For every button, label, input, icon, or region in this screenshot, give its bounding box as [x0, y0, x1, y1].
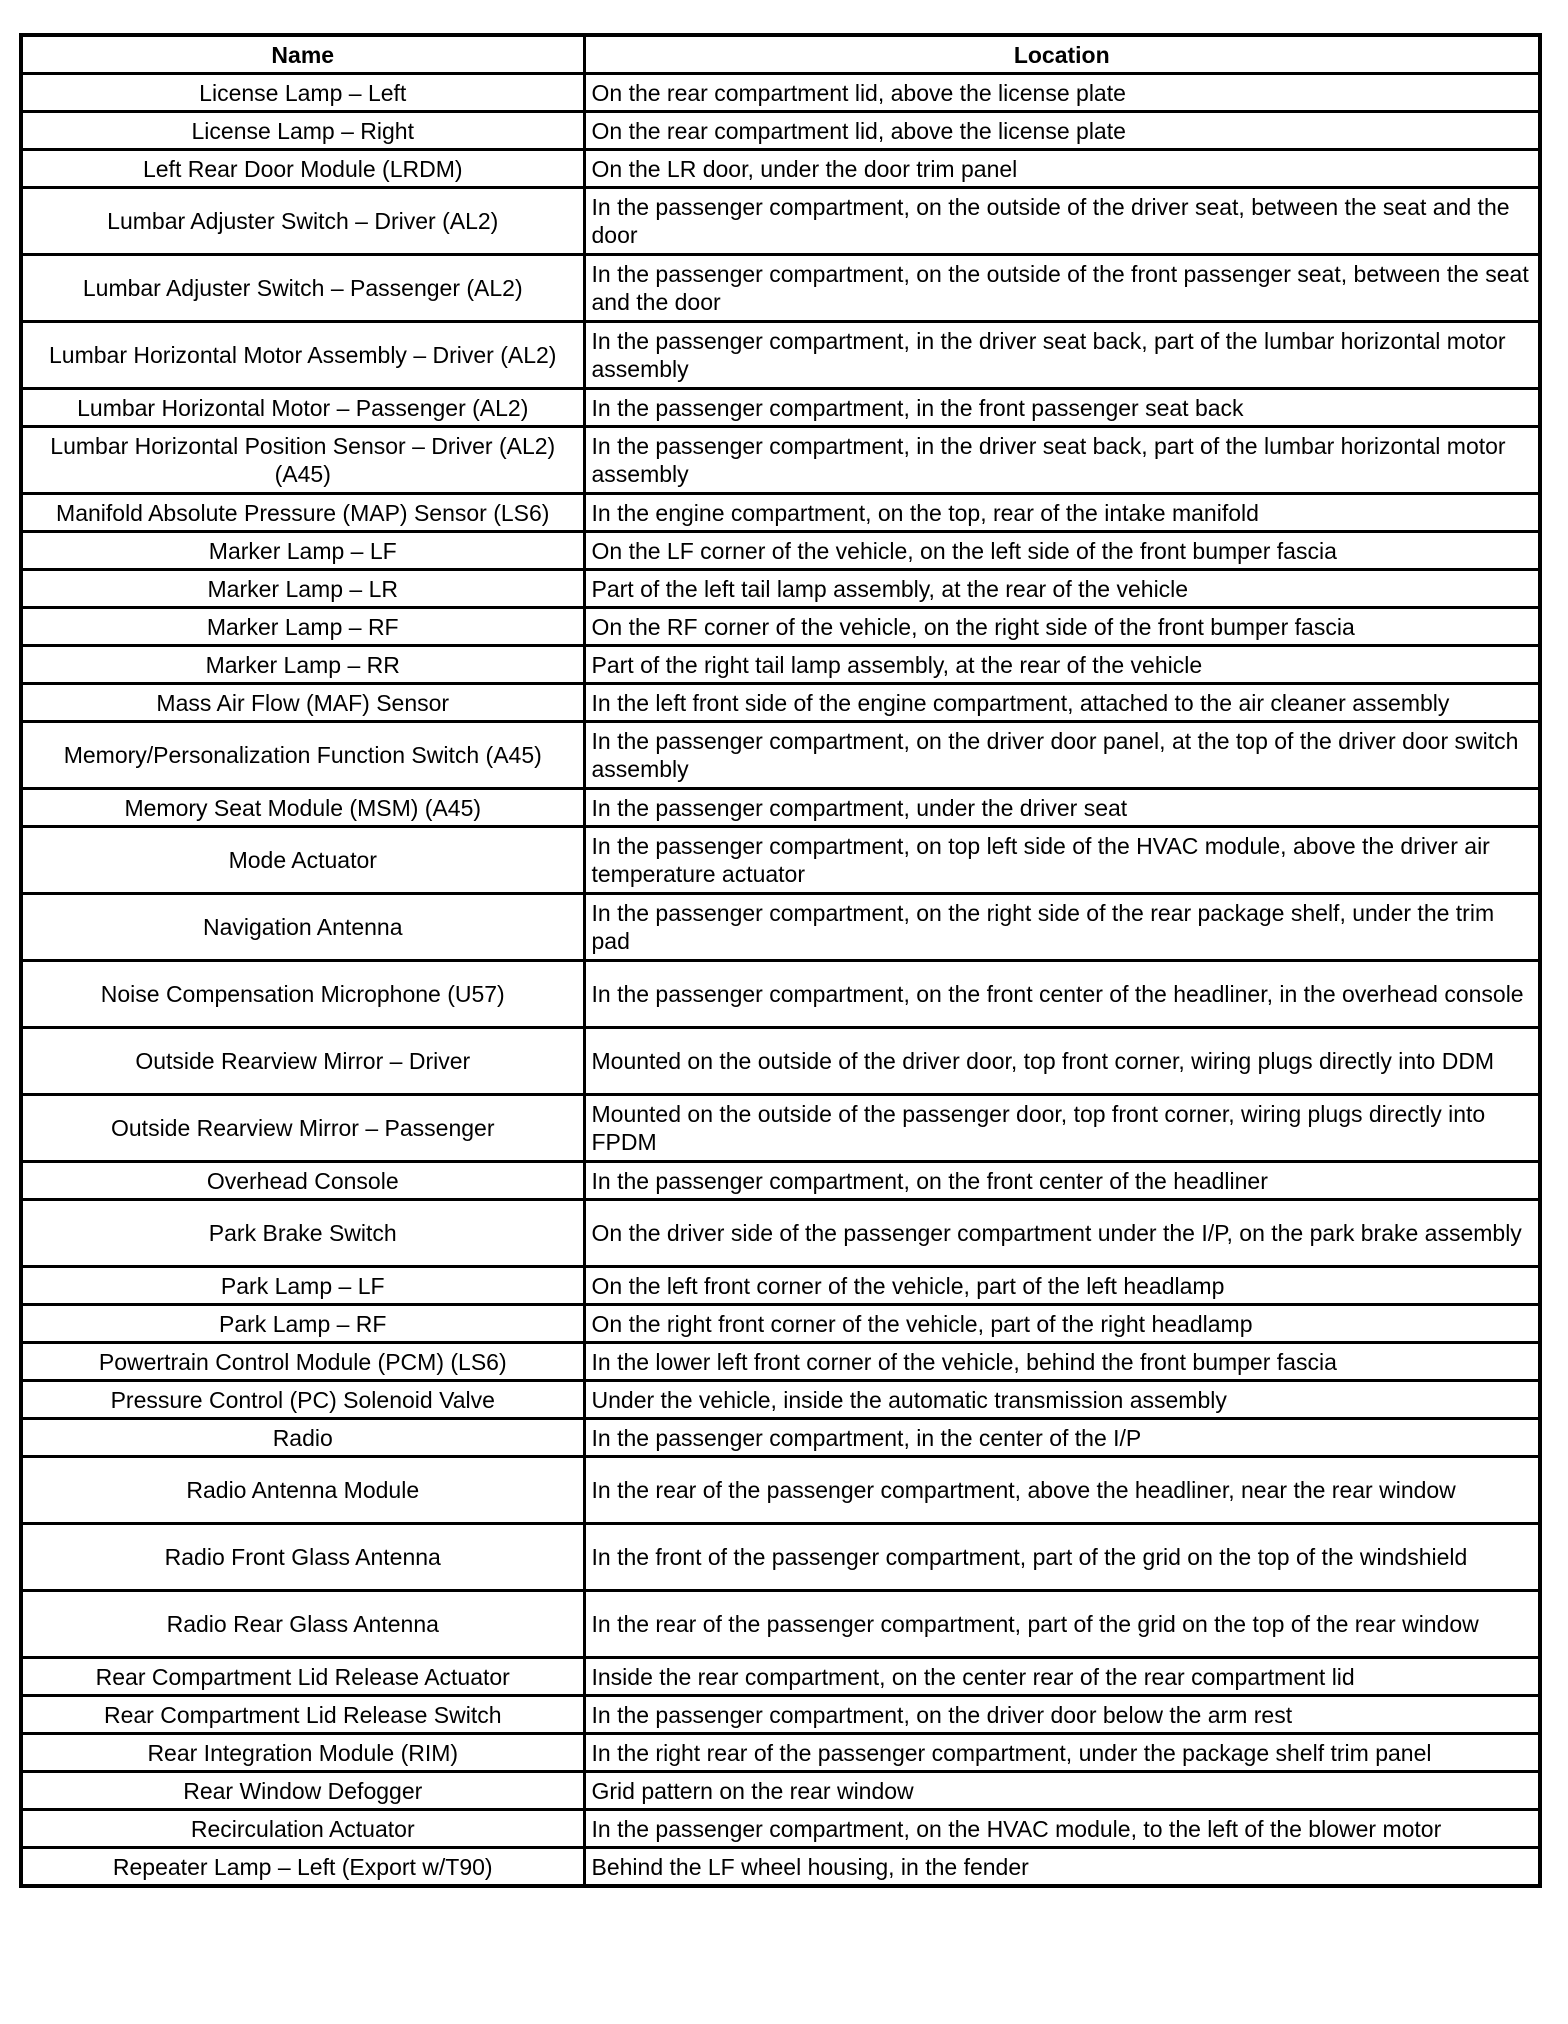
table-row	[21, 1591, 1540, 1658]
component-location-cell: In the passenger compartment, in the driver seat back, part of the lumbar horizontal motor assembly	[584, 427, 1540, 494]
component-location-cell: On the left front corner of the vehicle, part of the left headlamp	[584, 1267, 1540, 1305]
table-row	[21, 684, 1540, 722]
component-location-cell: In the passenger compartment, on the outside of the driver seat, between the seat and the door	[584, 188, 1540, 255]
component-location-cell: In the passenger compartment, on the right side of the rear package shelf, under the trim pad	[584, 894, 1540, 961]
component-location-table	[19, 33, 1542, 1888]
table-row	[21, 112, 1540, 150]
table-row	[21, 1457, 1540, 1524]
component-location-cell: On the driver side of the passenger compartment under the I/P, on the park brake assembly	[584, 1200, 1540, 1267]
table-row	[21, 1524, 1540, 1591]
table-header-row	[21, 35, 1540, 74]
table-row	[21, 1734, 1540, 1772]
component-location-cell: Inside the rear compartment, on the center rear of the rear compartment lid	[584, 1658, 1540, 1696]
component-name-cell: Rear Compartment Lid Release Actuator	[21, 1658, 584, 1696]
component-name-cell: Marker Lamp – LR	[21, 570, 584, 608]
table-row	[21, 1200, 1540, 1267]
component-location-cell: In the passenger compartment, on the driver door below the arm rest	[584, 1696, 1540, 1734]
component-name-cell: Manifold Absolute Pressure (MAP) Sensor (LS6)	[21, 494, 584, 532]
component-location-cell: In the passenger compartment, on the HVAC module, to the left of the blower motor	[584, 1810, 1540, 1848]
component-name-cell: Lumbar Horizontal Motor Assembly – Driver (AL2)	[21, 322, 584, 389]
component-name-cell: Marker Lamp – RR	[21, 646, 584, 684]
table-row	[21, 961, 1540, 1028]
component-location-cell: In the passenger compartment, on the front center of the headliner	[584, 1162, 1540, 1200]
component-name-cell: Lumbar Adjuster Switch – Driver (AL2)	[21, 188, 584, 255]
component-name-cell: Park Brake Switch	[21, 1200, 584, 1267]
component-name-cell: Lumbar Horizontal Motor – Passenger (AL2)	[21, 389, 584, 427]
component-name-cell: Powertrain Control Module (PCM) (LS6)	[21, 1343, 584, 1381]
component-name-cell: License Lamp – Right	[21, 112, 584, 150]
component-location-cell: In the left front side of the engine compartment, attached to the air cleaner assembly	[584, 684, 1540, 722]
component-name-cell: Park Lamp – LF	[21, 1267, 584, 1305]
component-location-cell: In the passenger compartment, in the center of the I/P	[584, 1419, 1540, 1457]
component-location-cell: Behind the LF wheel housing, in the fender	[584, 1848, 1540, 1887]
table-row	[21, 255, 1540, 322]
component-name-cell: Outside Rearview Mirror – Driver	[21, 1028, 584, 1095]
component-name-cell: Radio Rear Glass Antenna	[21, 1591, 584, 1658]
table-row	[21, 1848, 1540, 1887]
component-location-cell: On the right front corner of the vehicle, part of the right headlamp	[584, 1305, 1540, 1343]
component-name-cell: Memory Seat Module (MSM) (A45)	[21, 789, 584, 827]
component-name-cell: Lumbar Adjuster Switch – Passenger (AL2)	[21, 255, 584, 322]
component-name-cell: Marker Lamp – RF	[21, 608, 584, 646]
component-name-cell: Memory/Personalization Function Switch (A45)	[21, 722, 584, 789]
table-row	[21, 1419, 1540, 1457]
component-location-cell: In the rear of the passenger compartment, above the headliner, near the rear window	[584, 1457, 1540, 1524]
column-header-location: Location	[584, 35, 1540, 74]
component-name-cell: Overhead Console	[21, 1162, 584, 1200]
component-location-cell: In the passenger compartment, under the driver seat	[584, 789, 1540, 827]
table-row	[21, 427, 1540, 494]
component-location-cell: In the front of the passenger compartment, part of the grid on the top of the windshield	[584, 1524, 1540, 1591]
column-header-name: Name	[21, 35, 584, 74]
table-row	[21, 1772, 1540, 1810]
component-name-cell: Repeater Lamp – Left (Export w/T90)	[21, 1848, 584, 1887]
component-location-cell: Under the vehicle, inside the automatic transmission assembly	[584, 1381, 1540, 1419]
component-name-cell: Radio Antenna Module	[21, 1457, 584, 1524]
table-row	[21, 1095, 1540, 1162]
table-row	[21, 1343, 1540, 1381]
component-name-cell: Mode Actuator	[21, 827, 584, 894]
component-name-cell: Recirculation Actuator	[21, 1810, 584, 1848]
table-row	[21, 722, 1540, 789]
component-name-cell: Noise Compensation Microphone (U57)	[21, 961, 584, 1028]
table-row	[21, 789, 1540, 827]
component-location-cell: On the rear compartment lid, above the license plate	[584, 74, 1540, 112]
component-location-cell: Part of the left tail lamp assembly, at the rear of the vehicle	[584, 570, 1540, 608]
table-row	[21, 1696, 1540, 1734]
component-name-cell: Pressure Control (PC) Solenoid Valve	[21, 1381, 584, 1419]
table-row	[21, 532, 1540, 570]
component-name-cell: Marker Lamp – LF	[21, 532, 584, 570]
component-name-cell: Lumbar Horizontal Position Sensor – Driver (AL2) (A45)	[21, 427, 584, 494]
component-name-cell: Navigation Antenna	[21, 894, 584, 961]
table-row	[21, 389, 1540, 427]
component-location-cell: On the rear compartment lid, above the license plate	[584, 112, 1540, 150]
component-location-cell: Part of the right tail lamp assembly, at the rear of the vehicle	[584, 646, 1540, 684]
component-name-cell: Park Lamp – RF	[21, 1305, 584, 1343]
table-row	[21, 608, 1540, 646]
component-name-cell: License Lamp – Left	[21, 74, 584, 112]
component-location-cell: In the passenger compartment, in the driver seat back, part of the lumbar horizontal motor assembly	[584, 322, 1540, 389]
component-name-cell: Radio	[21, 1419, 584, 1457]
component-location-cell: Mounted on the outside of the passenger door, top front corner, wiring plugs directly into FPDM	[584, 1095, 1540, 1162]
component-location-cell: In the passenger compartment, on the front center of the headliner, in the overhead console	[584, 961, 1540, 1028]
component-name-cell: Outside Rearview Mirror – Passenger	[21, 1095, 584, 1162]
component-location-cell: Mounted on the outside of the driver door, top front corner, wiring plugs directly into DDM	[584, 1028, 1540, 1095]
component-name-cell: Rear Compartment Lid Release Switch	[21, 1696, 584, 1734]
component-location-cell: In the right rear of the passenger compartment, under the package shelf trim panel	[584, 1734, 1540, 1772]
component-name-cell: Rear Integration Module (RIM)	[21, 1734, 584, 1772]
component-location-cell: On the LF corner of the vehicle, on the left side of the front bumper fascia	[584, 532, 1540, 570]
component-location-cell: In the lower left front corner of the vehicle, behind the front bumper fascia	[584, 1343, 1540, 1381]
component-location-cell: In the engine compartment, on the top, rear of the intake manifold	[584, 494, 1540, 532]
table-row	[21, 1162, 1540, 1200]
table-row	[21, 494, 1540, 532]
table-row	[21, 188, 1540, 255]
component-name-cell: Mass Air Flow (MAF) Sensor	[21, 684, 584, 722]
component-location-cell: Grid pattern on the rear window	[584, 1772, 1540, 1810]
table-row	[21, 1028, 1540, 1095]
table-row	[21, 322, 1540, 389]
component-location-cell: On the RF corner of the vehicle, on the right side of the front bumper fascia	[584, 608, 1540, 646]
table-row	[21, 1381, 1540, 1419]
component-location-cell: In the passenger compartment, on top left side of the HVAC module, above the driver air temperature actuator	[584, 827, 1540, 894]
table-row	[21, 827, 1540, 894]
table-row	[21, 74, 1540, 112]
table-row	[21, 1810, 1540, 1848]
table-row	[21, 1305, 1540, 1343]
component-location-cell: On the LR door, under the door trim panel	[584, 150, 1540, 188]
table-row	[21, 1658, 1540, 1696]
table-row	[21, 1267, 1540, 1305]
table-row	[21, 646, 1540, 684]
table-row	[21, 894, 1540, 961]
component-name-cell: Left Rear Door Module (LRDM)	[21, 150, 584, 188]
component-location-cell: In the passenger compartment, in the front passenger seat back	[584, 389, 1540, 427]
table-row	[21, 570, 1540, 608]
component-location-table-container	[19, 33, 1542, 1888]
component-name-cell: Radio Front Glass Antenna	[21, 1524, 584, 1591]
component-location-cell: In the passenger compartment, on the outside of the front passenger seat, between the seat and the door	[584, 255, 1540, 322]
component-location-cell: In the rear of the passenger compartment, part of the grid on the top of the rear window	[584, 1591, 1540, 1658]
component-name-cell: Rear Window Defogger	[21, 1772, 584, 1810]
table-row	[21, 150, 1540, 188]
component-location-cell: In the passenger compartment, on the driver door panel, at the top of the driver door switch assembly	[584, 722, 1540, 789]
